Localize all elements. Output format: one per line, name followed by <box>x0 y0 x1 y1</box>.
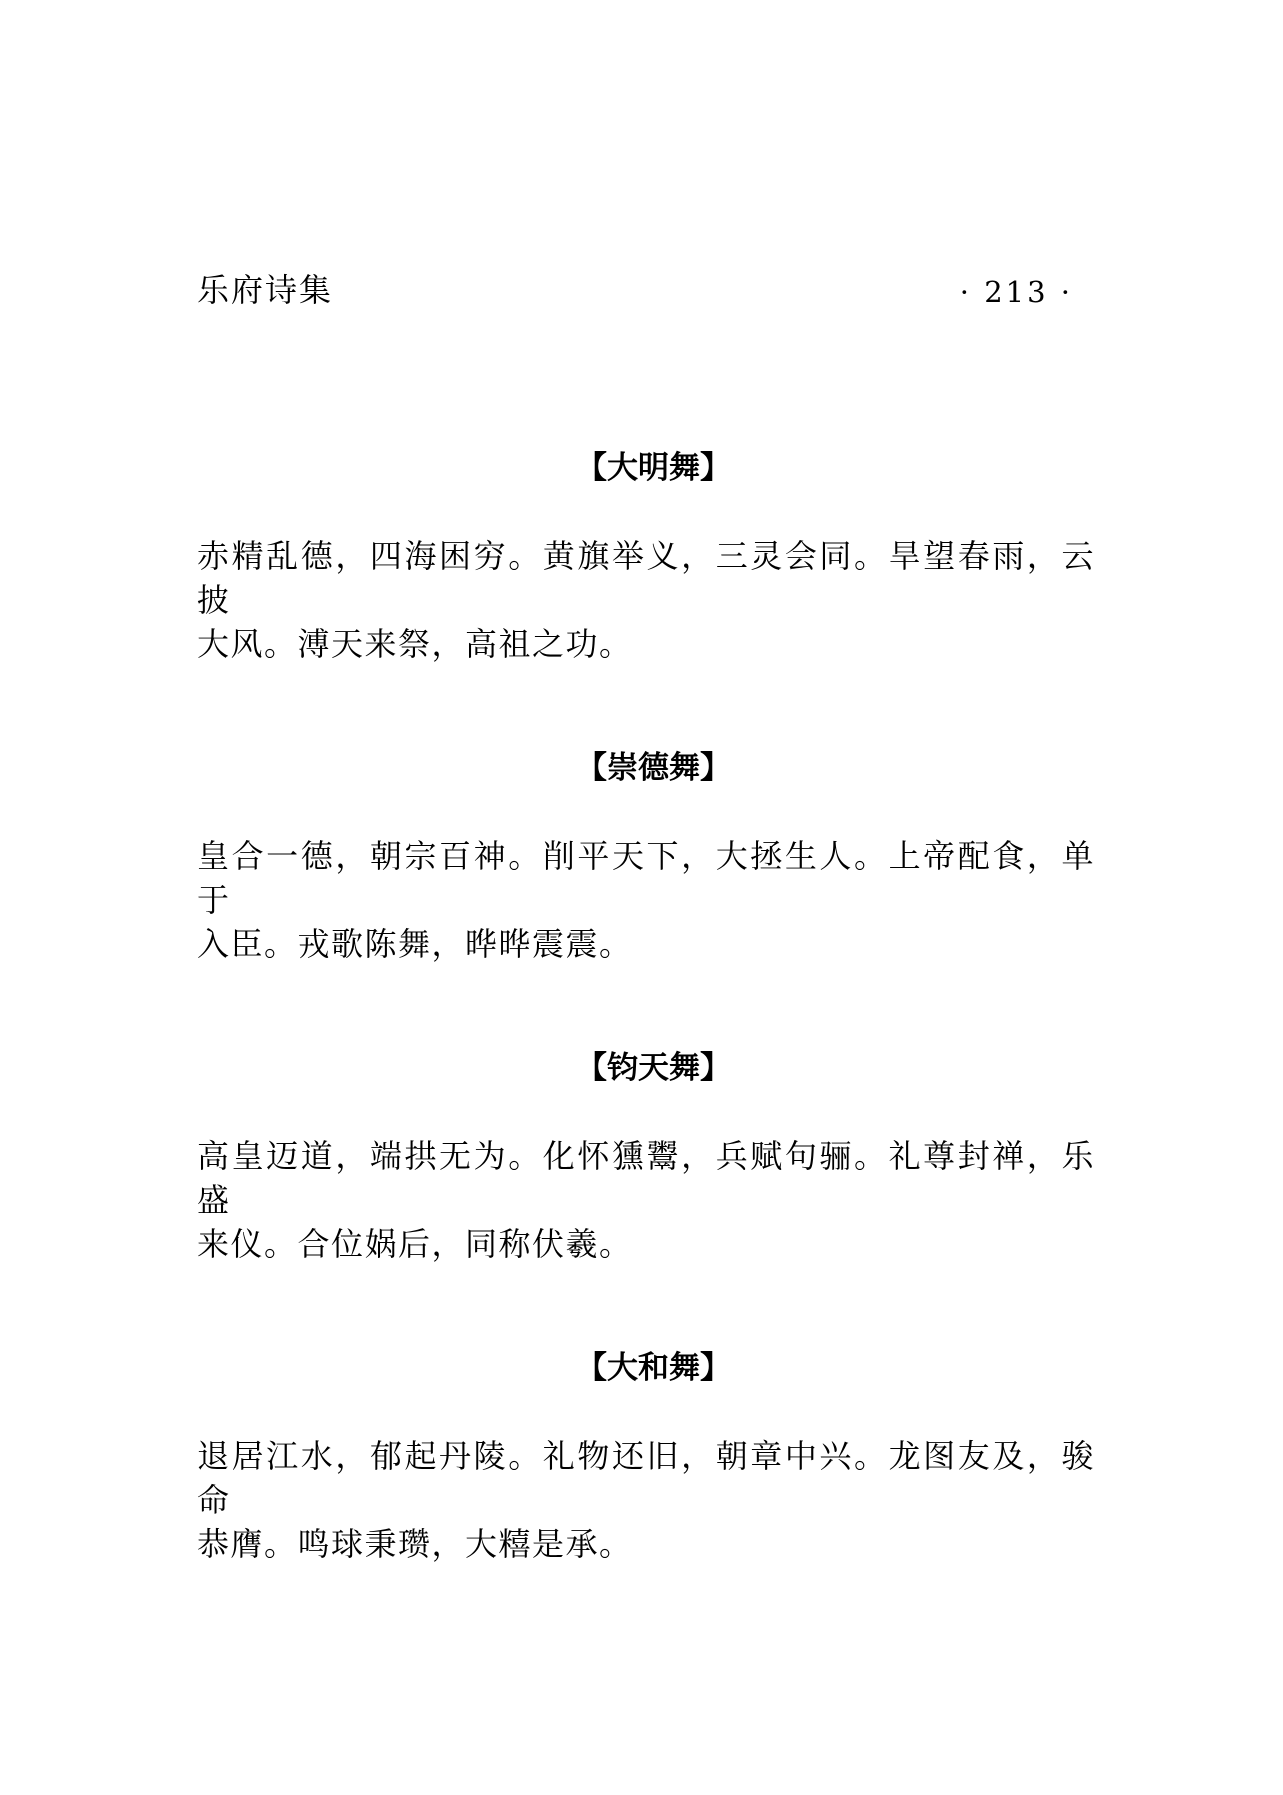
section-body <box>197 834 1095 966</box>
section-title: 【大明舞】 <box>576 450 731 486</box>
book-title: 乐府诗集 <box>197 271 334 309</box>
body-line: 入臣。戎歌陈舞，晔晔震震。 <box>197 925 633 963</box>
poem-section-dahe <box>197 1348 1095 1566</box>
section-body <box>197 1434 1095 1566</box>
section-title: 【钧天舞】 <box>576 1050 731 1086</box>
body-line: 大风。溥天来祭，高祖之功。 <box>197 625 633 663</box>
poem-section-juntian <box>197 1048 1095 1266</box>
section-title: 【崇德舞】 <box>576 750 731 786</box>
body-line: 恭膺。鸣球秉瓒，大糦是承。 <box>197 1525 633 1563</box>
section-body <box>197 1134 1095 1266</box>
section-title: 【大和舞】 <box>576 1350 731 1386</box>
page-number: · 213 · <box>959 275 1073 309</box>
poem-section-daming <box>197 448 1095 666</box>
poem-section-chongde <box>197 748 1095 966</box>
section-body <box>197 534 1095 666</box>
body-line: 皇合一德，朝宗百神。削平天下，大拯生人。上帝配食，单于 <box>197 837 1095 919</box>
body-line: 高皇迈道，端拱无为。化怀獯鬻，兵赋句骊。礼尊封禅，乐盛 <box>197 1137 1095 1219</box>
body-line: 退居江水，郁起丹陵。礼物还旧，朝章中兴。龙图友及，骏命 <box>197 1437 1095 1519</box>
body-line: 赤精乱德，四海困穷。黄旗举义，三灵会同。旱望春雨，云披 <box>197 537 1095 619</box>
body-line: 来仪。合位娲后，同称伏羲。 <box>197 1225 633 1263</box>
